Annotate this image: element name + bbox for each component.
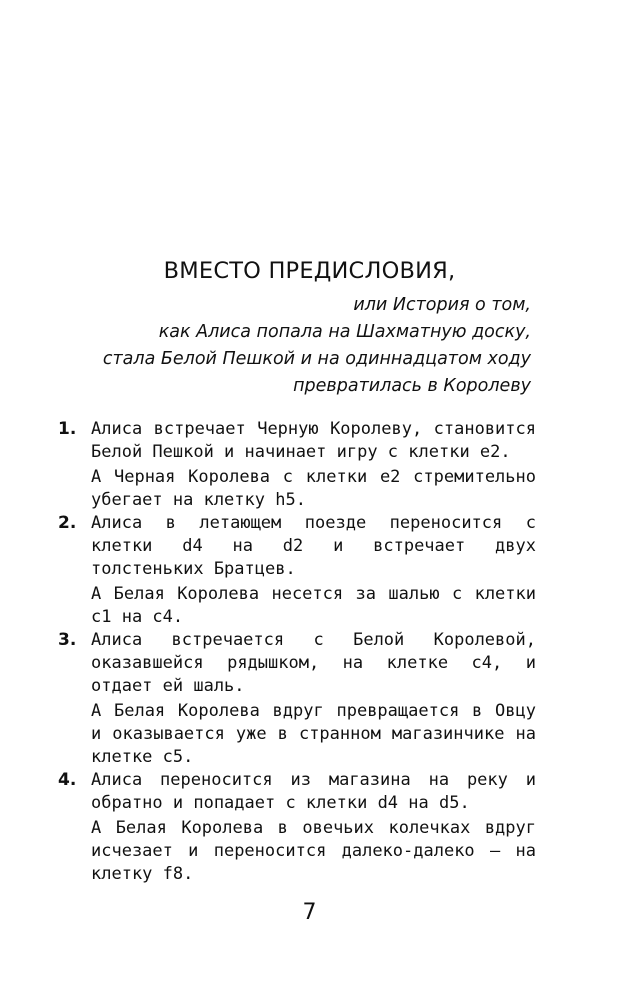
move-alice-text: Алиса переносится из магазина на реку и обратно и попадает с клетки d4 на d5. [91,770,536,813]
subtitle-line: или История о том, [353,295,531,315]
move-item [58,418,536,512]
move-item [58,769,536,886]
moves-list [58,418,536,886]
move-alice-text: Алиса встречается с Белой Королевой, оказавшейся рядышком, на клетке с4, и отдает ей шаль. [91,630,536,696]
page-number: 7 [302,900,317,925]
move-alice-text: Алиса в летающем поезде переносится с клетки d4 на d2 и встречает двух толстеньких Братцев. [91,513,536,579]
move-queen-text: А Белая Королева несется за шалью с клетки с1 на с4. [91,584,536,627]
chapter-heading: ВМЕСТО ПРЕДИСЛОВИЯ, [163,258,456,284]
move-item [58,512,536,629]
move-queen-text: А Белая Королева вдруг превращается в Овцу и оказывается уже в странном магазинчике на клетке с5. [91,701,536,767]
subtitle-line: превратилась в Королеву [293,376,531,396]
subtitle-line: стала Белой Пешкой и на одиннадцатом ходу [102,349,531,369]
move-queen-text: А Черная Королева с клетки е2 стремительно убегает на клетку h5. [91,467,536,510]
move-alice-text: Алиса встречает Черную Королеву, становится Белой Пешкой и начинает игру с клетки е2. [91,419,536,462]
subtitle-line: как Алиса попала на Шахматную доску, [158,322,531,342]
move-number: 4. [58,770,77,790]
move-number: 2. [58,513,77,533]
move-queen-text: А Белая Королева в овечьих колечках вдруг исчезает и переносится далеко-далеко — на клетку f8. [91,818,536,884]
move-number: 1. [58,419,77,439]
chapter-subtitle [103,292,531,400]
move-item [58,629,536,769]
move-number: 3. [58,630,77,650]
